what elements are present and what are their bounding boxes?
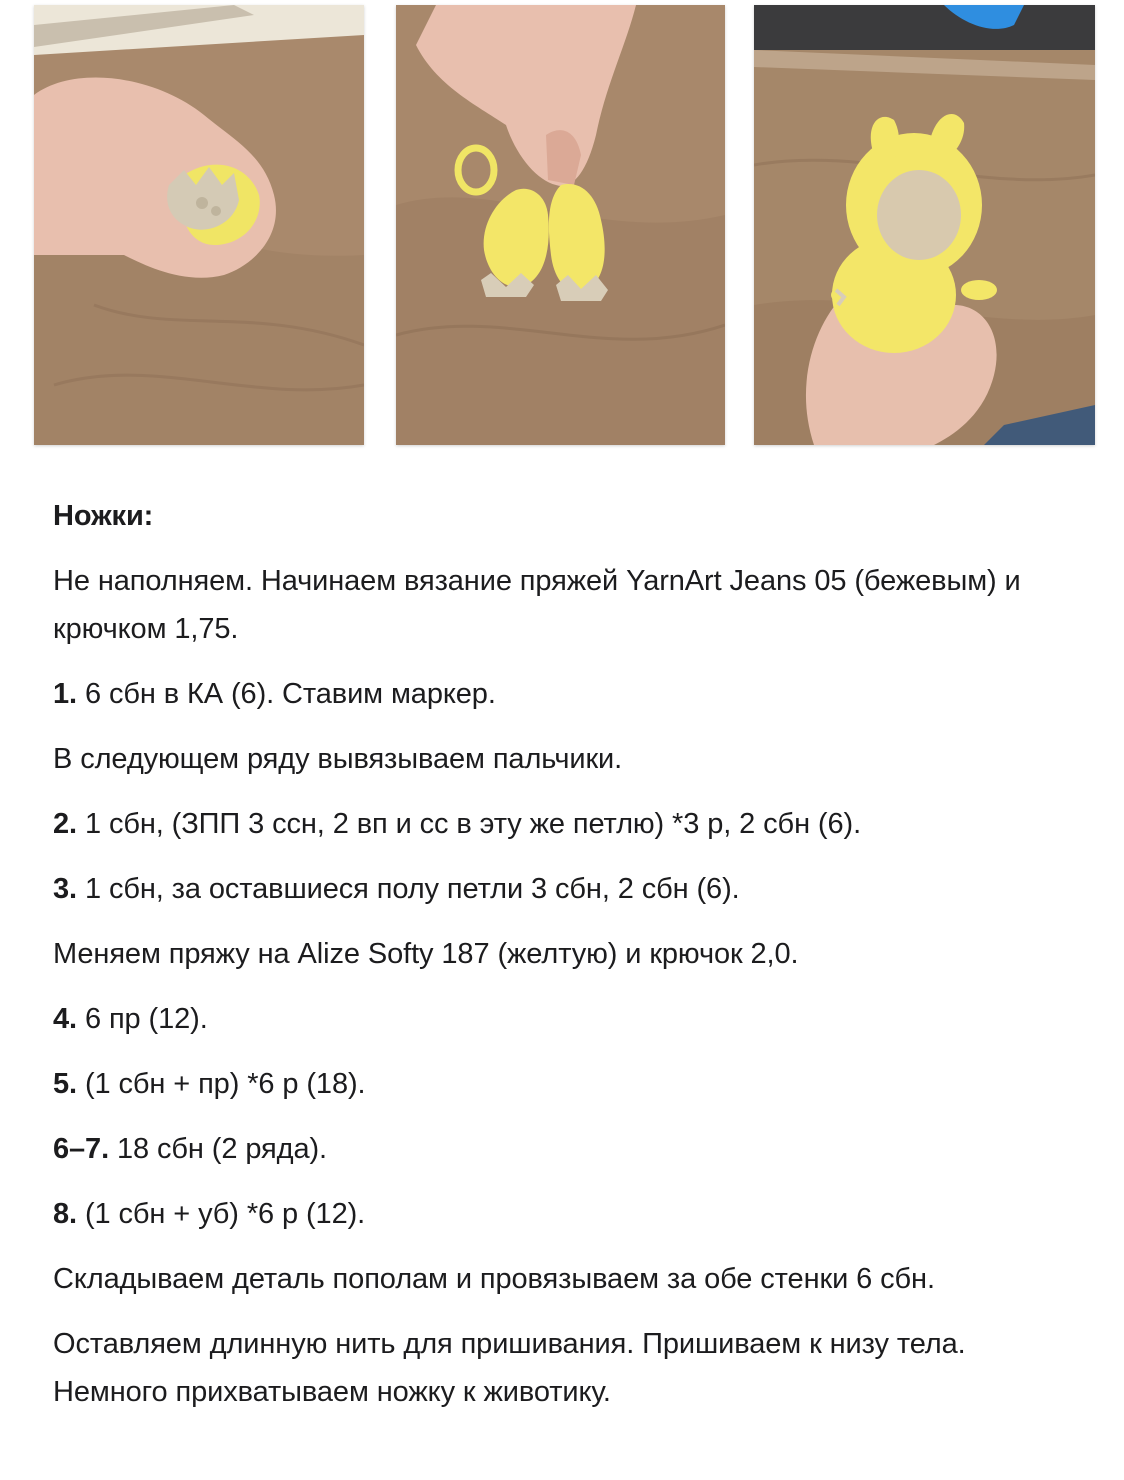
step-text: 1 сбн, за оставшиеся полу петли 3 сбн, 2 сбн (6).	[77, 873, 740, 905]
step-note: В следующем ряду вывязываем пальчики.	[53, 743, 623, 775]
step-number: 8.	[53, 1198, 77, 1230]
step-row	[53, 1190, 1063, 1238]
step-number: 1.	[53, 678, 77, 710]
step-number: 4.	[53, 1003, 77, 1035]
hand-holding-crochet-foot-image	[34, 5, 364, 445]
photo-gallery	[0, 5, 1124, 447]
photo-yellow-doll[interactable]	[754, 5, 1095, 445]
step-text: 6 сбн в КА (6). Ставим маркер.	[77, 678, 496, 710]
step-row	[53, 1125, 1063, 1173]
step-row	[53, 1060, 1063, 1108]
yellow-crochet-doll-image	[754, 5, 1095, 445]
step-number: 5.	[53, 1068, 77, 1100]
step-note: Меняем пряжу на Alize Softy 187 (желтую) и крючок 2,0.	[53, 938, 799, 970]
step-row	[53, 865, 1063, 913]
step-text: (1 сбн + пр) *6 р (18).	[77, 1068, 366, 1100]
step-text: 6 пр (12).	[77, 1003, 208, 1035]
pattern-text	[53, 492, 1063, 1433]
step-row	[53, 670, 1063, 718]
intro-paragraph: Не наполняем. Начинаем вязание пряжей YarnArt Jeans 05 (бежевым) и крючком 1,75.	[53, 565, 1021, 645]
step-number: 6–7.	[53, 1133, 110, 1165]
step-row	[53, 800, 1063, 848]
section-heading: Ножки:	[53, 500, 154, 532]
step-text: 18 сбн (2 ряда).	[109, 1133, 328, 1165]
step-text: (1 сбн + уб) *6 р (12).	[77, 1198, 366, 1230]
fold-paragraph: Складываем деталь пополам и провязываем за обе стенки 6 сбн.	[53, 1263, 935, 1295]
photo-two-legs[interactable]	[396, 5, 725, 445]
finish-paragraph: Оставляем длинную нить для пришивания. Пришиваем к низу тела. Немного прихватываем ножку к животику.	[53, 1328, 966, 1408]
step-row	[53, 995, 1063, 1043]
two-crochet-legs-image	[396, 5, 725, 445]
step-text: 1 сбн, (ЗПП 3 ссн, 2 вп и сс в эту же петлю) *3 р, 2 сбн (6).	[77, 808, 862, 840]
step-number: 2.	[53, 808, 77, 840]
step-number: 3.	[53, 873, 77, 905]
photo-foot-piece[interactable]	[34, 5, 364, 445]
